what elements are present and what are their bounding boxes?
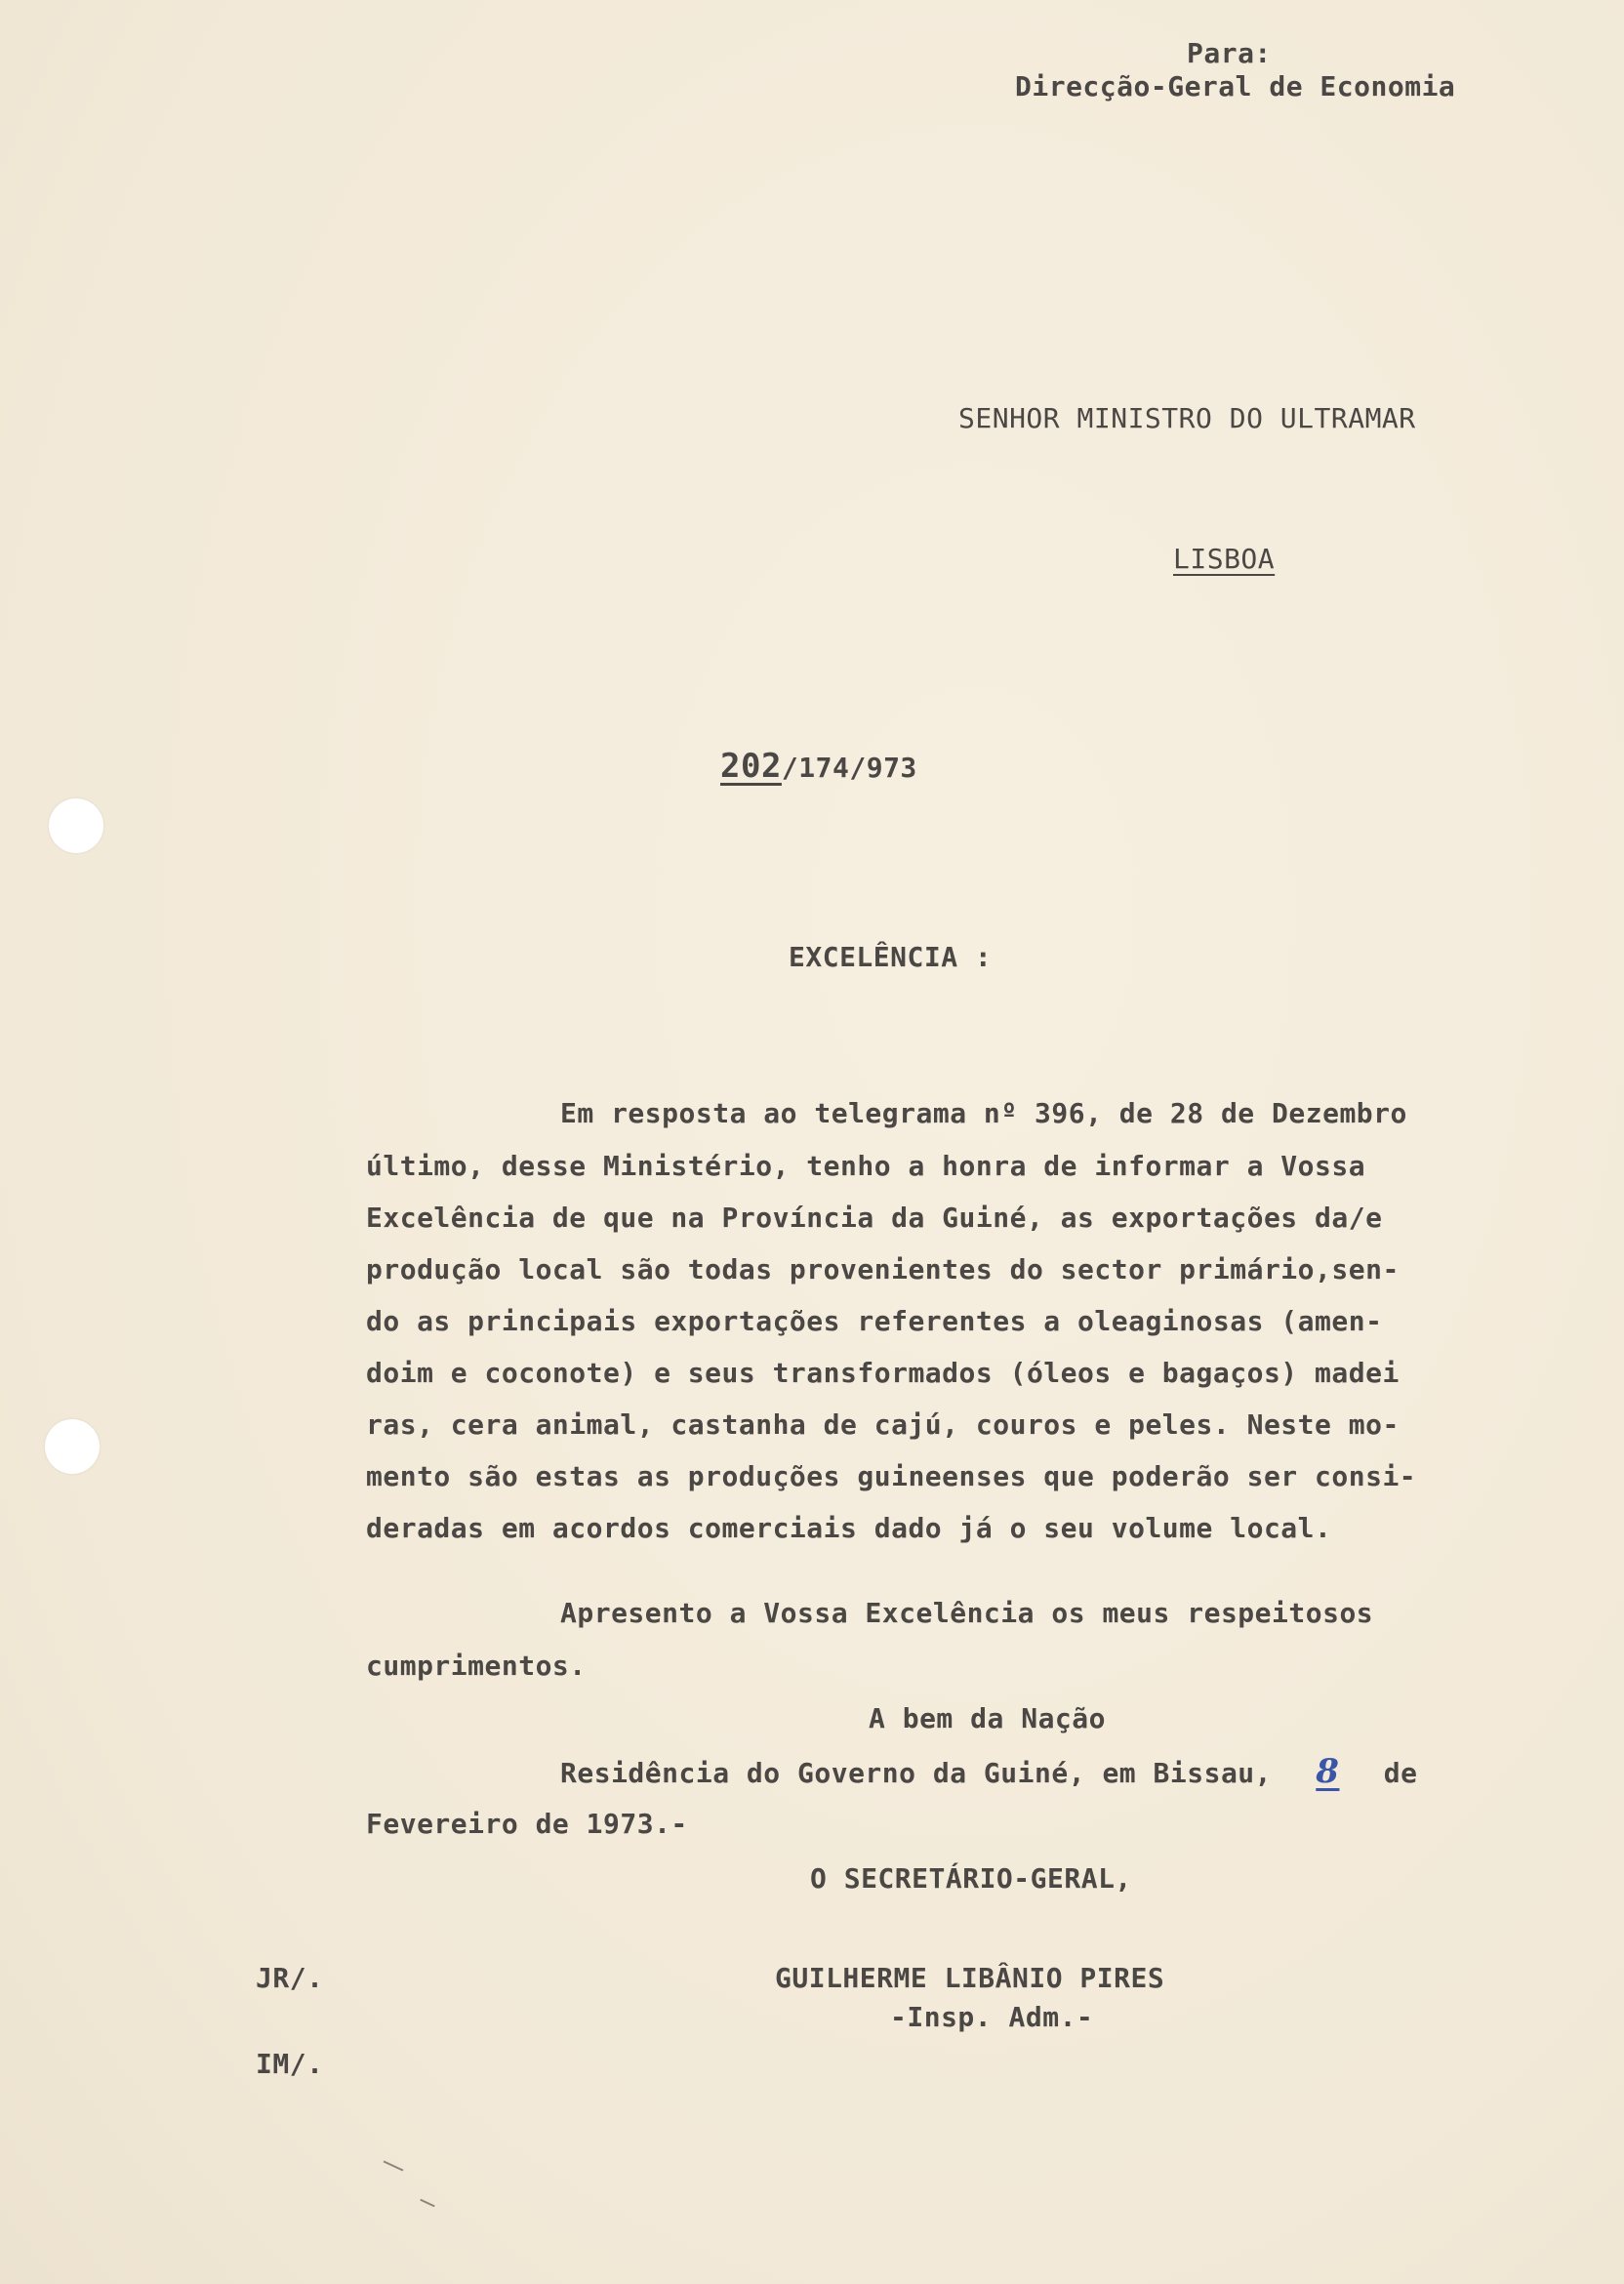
body-line-9: deradas em acordos comerciais dado já o seu volume local. [366, 1512, 1332, 1544]
body-line-3: Excelência de que na Província da Guiné, as exportações da/e [366, 1202, 1383, 1234]
place-prefix: Residência do Governo da Guiné, em Bissau, [560, 1757, 1273, 1789]
stray-mark [420, 2199, 434, 2208]
signature-name: GUILHERME LIBÂNIO PIRES [775, 1962, 1165, 1994]
body-line-8: mento são estas as produções guineenses que poderão ser consi- [366, 1460, 1417, 1492]
addressee-title: SENHOR MINISTRO DO ULTRAMAR [958, 402, 1416, 434]
body-line-7: ras, cera animal, castanha de cajú, couros e peles. Neste mo- [366, 1408, 1400, 1441]
signature-role: O SECRETÁRIO-GERAL, [810, 1862, 1132, 1895]
para-label: Para: [1187, 37, 1272, 69]
reference-handwritten-number: 202 [720, 747, 782, 786]
body-line-6: doim e coconote) e seus transformados (óleos e bagaços) madei [366, 1357, 1400, 1389]
a-bem-da-nacao: A bem da Nação [869, 1702, 1107, 1734]
place-date-line-1 [560, 1752, 1418, 1791]
place-suffix: de [1383, 1757, 1418, 1789]
body-line-5: do as principais exportações referentes a oleaginosas (amen- [366, 1305, 1383, 1337]
initials-im: IM/. [256, 2048, 324, 2080]
closing-line-1: Apresento a Vossa Excelência os meus respeitosos [560, 1597, 1374, 1629]
reference-rest: /174/973 [781, 752, 917, 784]
body-line-2: último, desse Ministério, tenho a honra de informar a Vossa [366, 1150, 1366, 1182]
closing-line-2: cumprimentos. [366, 1650, 587, 1682]
body-line-1: Em resposta ao telegrama nº 396, de 28 de Dezembro [560, 1097, 1407, 1129]
place-date-line-2: Fevereiro de 1973.- [366, 1808, 688, 1840]
para-recipient: Direcção-Geral de Economia [1015, 70, 1456, 102]
addressee-city: LISBOA [1173, 543, 1276, 575]
handwritten-day: 8 [1316, 1752, 1340, 1791]
initials-jr: JR/. [256, 1962, 324, 1994]
punch-hole-bottom [45, 1419, 100, 1474]
body-line-4: produção local são todas provenientes do sector primário,sen- [366, 1253, 1400, 1285]
signature-subtitle: -Insp. Adm.- [890, 2001, 1094, 2033]
reference-number [720, 747, 917, 786]
salutation: EXCELÊNCIA : [789, 941, 993, 973]
punch-hole-top [49, 798, 103, 853]
stray-mark [384, 2160, 404, 2171]
